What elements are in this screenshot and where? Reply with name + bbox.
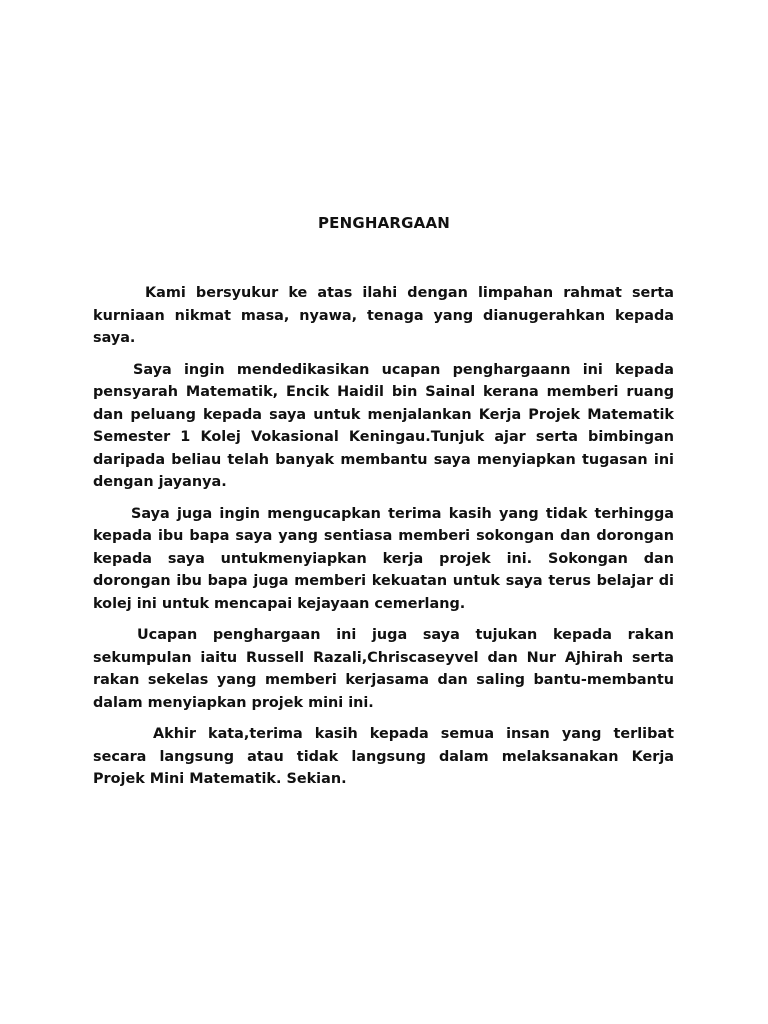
paragraph-parents: Saya juga ingin mengucapkan terima kasih yang tidak terhingga kepada ibu bapa saya yang sentiasa memberi sokongan dan dorongan kepada saya untukmenyiapkan kerja projek ini. Sokongan dan dorongan ibu bapa juga memberi kekuatan untuk saya terus belajar di kolej ini untuk mencapai kejayaan cemerlang. [93,505,674,612]
document-body [93,282,674,800]
paragraph-classmates: Ucapan penghargaan ini juga saya tujukan kepada rakan sekumpulan iaitu Russell Razali,Chriscaseyvel dan Nur Ajhirah serta rakan sekelas yang memberi kerjasama dan saling bantu-membantu dalam menyiapkan projek mini ini. [93,627,674,711]
paragraph-lecturer: Saya ingin mendedikasikan ucapan penghargaann ini kepada pensyarah Matematik, Encik Haidil bin Sainal kerana memberi ruang dan peluang kepada saya untuk menjalankan Kerja Projek Matematik Semester 1 Kolej Vokasional Keningau.Tunjuk ajar serta bimbingan daripada beliau telah banyak membantu saya menyiapkan tugasan ini dengan jayanya. [93,361,674,490]
paragraph-closing: Akhir kata,terima kasih kepada semua insan yang terlibat secara langsung atau tidak langsung dalam melaksanakan Kerja Projek Mini Matematik. Sekian. [93,726,674,787]
paragraph-gratitude: Kami bersyukur ke atas ilahi dengan limpahan rahmat serta kurniaan nikmat masa, nyawa, tenaga yang dianugerahkan kepada saya. [93,285,674,346]
page-title: PENGHARGAAN [317,214,451,232]
